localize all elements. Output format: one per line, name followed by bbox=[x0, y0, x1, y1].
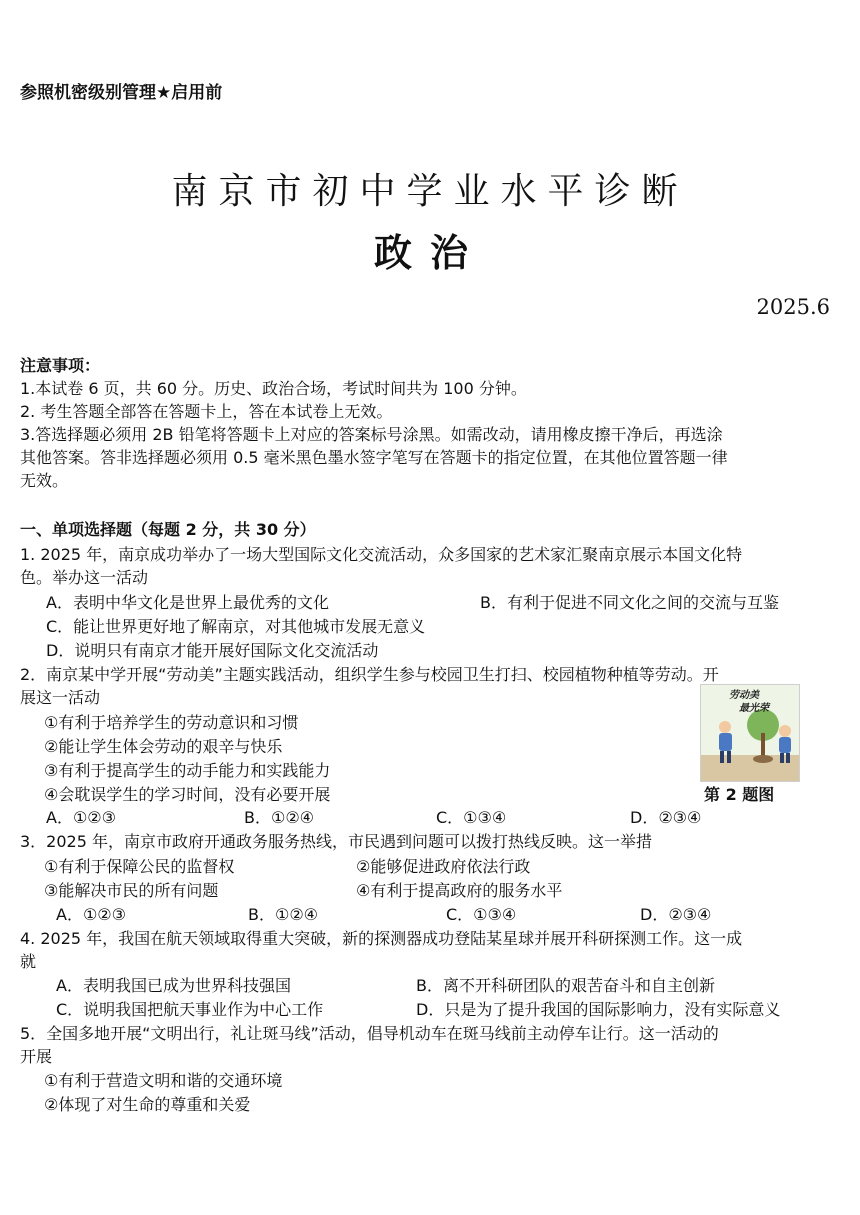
q2-statement: ①有利于培养学生的劳动意识和习惯 bbox=[44, 713, 299, 732]
exam-date: 2025.6 bbox=[756, 295, 830, 319]
notes-heading: 注意事项： bbox=[20, 356, 101, 375]
q4-stem: 4. 2025 年，我国在航天领域取得重大突破，新的探测器成功登陆某星球并展开科研探测工作。这一成 bbox=[20, 929, 743, 948]
q4-stem-cont: 就 bbox=[20, 952, 37, 971]
q4-option-d: D．只是为了提升我国的国际影响力，没有实际意义 bbox=[416, 1000, 781, 1019]
figure-caption: 第 2 题图 bbox=[704, 785, 775, 804]
q3-statement: ②能够促进政府依法行政 bbox=[356, 857, 531, 876]
note-item: 1.本试卷 6 页，共 60 分。历史、政治合场，考试时间共为 100 分钟。 bbox=[20, 379, 527, 398]
q2-stem-cont: 展这一活动 bbox=[20, 688, 101, 707]
q3-statement: ①有利于保障公民的监督权 bbox=[44, 857, 235, 876]
q4-option-c: C．说明我国把航天事业作为中心工作 bbox=[56, 1000, 324, 1019]
q2-option-a: A．①②③ bbox=[46, 808, 116, 827]
q3-statement: ③能解决市民的所有问题 bbox=[44, 881, 219, 900]
q1-stem: 1. 2025 年，南京成功举办了一场大型国际文化交流活动，众多国家的艺术家汇聚南京展示本国文化特 bbox=[20, 545, 743, 564]
q1-option-d: D．说明只有南京才能开展好国际文化交流活动 bbox=[46, 641, 379, 660]
q1-option-b: B．有利于促进不同文化之间的交流与互鉴 bbox=[480, 593, 779, 612]
q2-option-b: B．①②④ bbox=[244, 808, 315, 827]
q3-statement: ④有利于提高政府的服务水平 bbox=[356, 881, 563, 900]
figure-slogan-1: 劳动美 bbox=[729, 690, 759, 701]
q3-stem: 3．2025 年，南京市政府开通政务服务热线，市民遇到问题可以拨打热线反映。这一举措 bbox=[20, 832, 652, 851]
q5-stem-cont: 开展 bbox=[20, 1047, 53, 1066]
exam-subject: 政治 bbox=[373, 230, 486, 275]
exam-title: 南京市初中学业水平诊断 bbox=[171, 171, 689, 212]
figure-slogan-2: 最光荣 bbox=[739, 703, 769, 714]
note-item: 3.答选择题必须用 2B 铅笔将答题卡上对应的答案标号涂黑。如需改动，请用橡皮擦干净后，再选涂 bbox=[20, 425, 723, 444]
note-item: 其他答案。答非选择题必须用 0.5 毫米黑色墨水签字笔写在答题卡的指定位置，在其他位置答题一律 bbox=[20, 448, 728, 467]
q2-stem: 2．南京某中学开展“劳动美”主题实践活动，组织学生参与校园卫生打扫、校园植物种植等劳动。开 bbox=[20, 665, 719, 684]
q3-option-c: C．①③④ bbox=[446, 905, 517, 924]
q4-option-b: B．离不开科研团队的艰苦奋斗和自主创新 bbox=[416, 976, 715, 995]
q3-option-a: A．①②③ bbox=[56, 905, 126, 924]
confidentiality-label: 参照机密级别管理★启用前 bbox=[20, 83, 223, 103]
q2-option-d: D．②③④ bbox=[630, 808, 702, 827]
labor-illustration-icon bbox=[701, 685, 799, 781]
q2-statement: ④会耽误学生的学习时间，没有必要开展 bbox=[44, 785, 331, 804]
q5-statement: ①有利于营造文明和谐的交通环境 bbox=[44, 1071, 283, 1090]
q4-option-a: A．表明我国已成为世界科技强国 bbox=[56, 976, 291, 995]
note-item: 2. 考生答题全部答在答题卡上，答在本试卷上无效。 bbox=[20, 402, 393, 421]
note-item: 无效。 bbox=[20, 471, 69, 490]
q2-statement: ③有利于提高学生的动手能力和实践能力 bbox=[44, 761, 331, 780]
q5-stem: 5．全国多地开展“文明出行，礼让斑马线”活动，倡导机动车在斑马线前主动停车让行。这一活动的 bbox=[20, 1024, 719, 1043]
q3-option-b: B．①②④ bbox=[248, 905, 319, 924]
labor-illustration bbox=[700, 684, 800, 782]
q2-statement: ②能让学生体会劳动的艰辛与快乐 bbox=[44, 737, 283, 756]
q1-option-c: C．能让世界更好地了解南京，对其他城市发展无意义 bbox=[46, 617, 426, 636]
q3-option-d: D．②③④ bbox=[640, 905, 712, 924]
q1-option-a: A．表明中华文化是世界上最优秀的文化 bbox=[46, 593, 329, 612]
q5-statement: ②体现了对生命的尊重和关爱 bbox=[44, 1095, 251, 1114]
q2-option-c: C．①③④ bbox=[436, 808, 507, 827]
q1-stem-cont: 色。举办这一活动 bbox=[20, 568, 149, 587]
section-heading: 一、单项选择题（每题 2 分，共 30 分） bbox=[20, 520, 316, 539]
